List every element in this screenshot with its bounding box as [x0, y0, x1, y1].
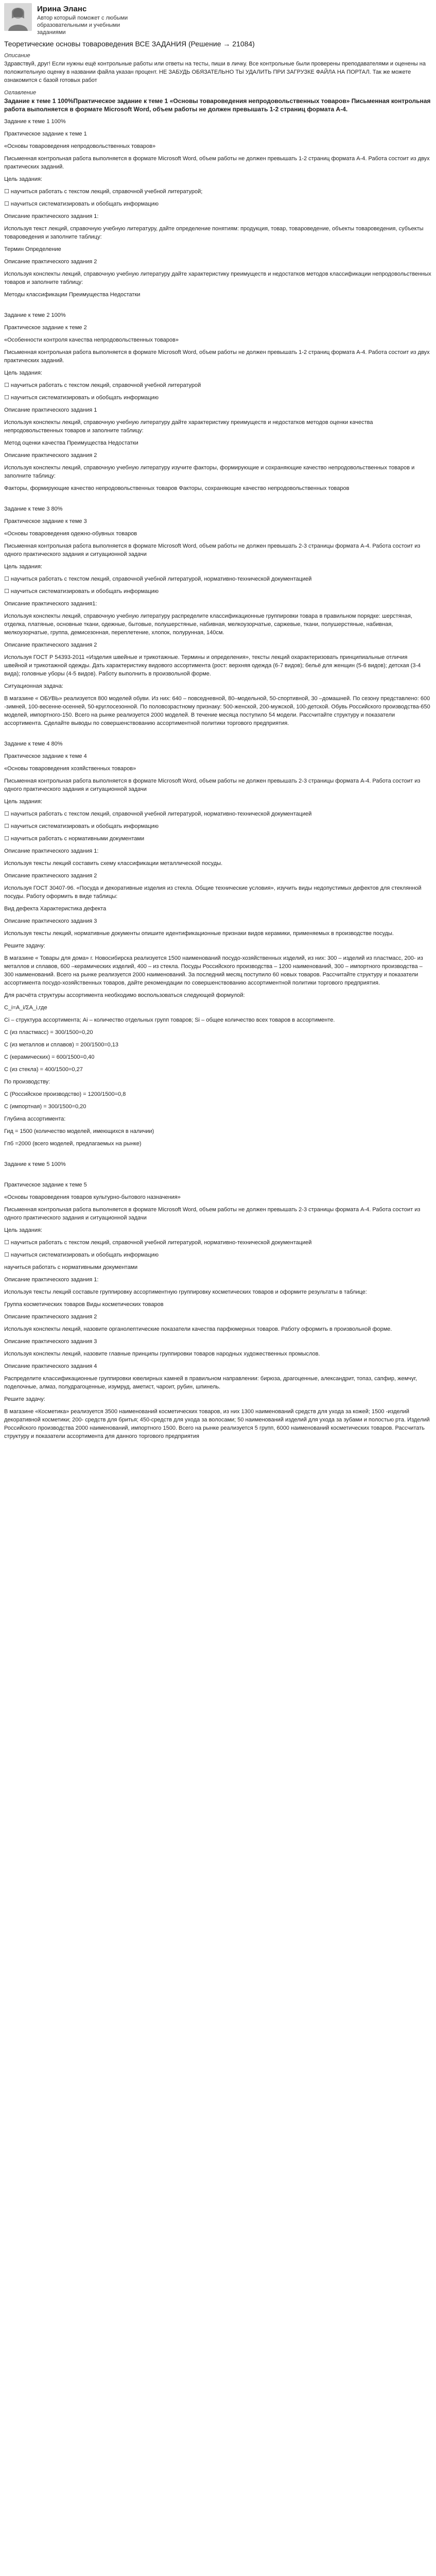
content-line: Решите задачу:	[4, 1396, 45, 1402]
content-line: Письменная контрольная работа выполняется в формате Microsoft Word, объем работы не должен превышать 2-3 страницы формата А-4. Работа состоит из одного практического задания и ситуационной задачи	[4, 543, 421, 557]
content-line: Цель задания:	[4, 176, 43, 182]
content-line: Используя тексты лекций составить схему классификации металлической посуды.	[4, 860, 223, 867]
content-line: Используя ГОСТ Р 54393-2011 «Изделия швейные и трикотажные. Термины и определения», тексты лекций охарактеризовать принципиальные отличия швейной и трикотажной одежды. Дать характеристику видового ассортимента (рост: верхняя одежда (6-7 видов); бельё для женщин (5-6 видов); детская (3-4 вида); головные уборы (4-5 видов). Работу выполнить в произвольной форме.	[4, 654, 421, 677]
content-line: C_i=A_i/ΣA_i,где	[4, 1005, 47, 1011]
content-line: ☐ научиться систематизировать и обобщать информацию	[4, 588, 159, 595]
content-line: ☐ научиться систематизировать и обобщать информацию	[4, 395, 159, 401]
content-line: Описание практического задания 1:	[4, 848, 99, 854]
content-line: «Основы товароведения непродовольственных товаров»	[4, 143, 156, 149]
content-line: В магазине «Косметика» реализуется 3500 наименований косметических товаров, из них 1300 наименований средств для ухода за кожей; 1500 -изделий декоративной косметики; 200- средств для бритья; 450-средств для ухода за волосами; 50 наименований изделий для ухода за зубами и полостью рта. Изделий Российского производства 2000 наименований, импортного 1500. Всего на рынке реализуется 5 групп, 6000 наименований косметических товаров. Рассчитать структуру и показатели ассортимента для данного торгового предприятия	[4, 1409, 430, 1439]
content-line: Используя конспекты лекций, назовите главные принципы группировки товаров народных художественных промыслов.	[4, 1351, 320, 1357]
content-line: Задание к теме 3 80%	[4, 506, 63, 512]
content-line: Используя конспекты лекций, справочную учебную литературу дайте характеристику преимуществ и недостатков методов классификации непродовольственных товаров и заполните таблицу:	[4, 271, 431, 285]
content-line: Используя конспекты лекций, справочную учебную литературу изучите факторы, формирующие и сохраняющие качество непродовольственных товаров и заполните таблицу:	[4, 465, 415, 479]
content-line: «Основы товароведения хозяйственных товаров»	[4, 766, 136, 772]
content-line: Описание практического задания 3	[4, 918, 97, 924]
section-spacer	[4, 497, 432, 505]
content-line: Описание практического задания 1:	[4, 1277, 99, 1283]
section-spacer	[4, 1152, 432, 1160]
content-line: Описание практического задания 2	[4, 259, 97, 265]
content-line: ☐ научиться систематизировать и обобщать информацию	[4, 823, 159, 829]
content-line: Письменная контрольная работа выполняется в формате Microsoft Word, объем работы не должен превышать 2-3 страницы формата А-4. Работа состоит из одного практического задания и ситуационной задачи	[4, 778, 421, 792]
content-line: Практическое задание к теме 1	[4, 131, 87, 137]
content-line: Задание к теме 5 100%	[4, 1161, 66, 1167]
content-line: Ситуационная задача:	[4, 683, 63, 689]
content-line: Распределите классификационные группировки ювелирных камней в правильном направлении: бирюза, драгоценные, александрит, топаз, сапфир, жемчуг, поделочные, алмаз, полудрагоценные, изумруд, аметист, чароит, рубин, шпинель.	[4, 1376, 417, 1390]
content-line: Используя тексты лекций составьте группировку ассортиментную группировку косметических товаров и оформите результаты в таблице:	[4, 1289, 367, 1295]
content-line: Задание к теме 2 100%	[4, 312, 66, 318]
content-line: Задание к теме 1 100%	[4, 118, 66, 125]
content-line: Решите задачу:	[4, 943, 45, 949]
content-line: Используя конспекты лекций, назовите органолептические показатели качества парфюмерных товаров. Работу оформить в произвольной форме.	[4, 1326, 392, 1332]
content-line: С (Российское производство) = 1200/1500=0,8	[4, 1091, 126, 1097]
content-line: Гпб =2000 (всего моделей, предлагаемых на рынке)	[4, 1141, 142, 1147]
section-spacer	[4, 303, 432, 311]
content-line: По производству:	[4, 1079, 50, 1085]
content-line: Цель задания:	[4, 1227, 43, 1233]
content-line: Цель задания:	[4, 370, 43, 376]
content-line: Факторы, формирующие качество непродовольственных товаров Факторы, сохраняющие качество непродовольственных товаров	[4, 485, 350, 492]
content-line: Используя конспекты лекций, справочную учебную литературу распределите классификационные группировки товара в правильном порядке: шерстяная, отделка, платяные, основные ткани, одежные, бытовые, полушерстяные, набивная, мелкоузорчатые, саржевые, ткани, полушерстяные, набивная, мелкоузорчатые, группа, демисезонная, переплетение, хлопок, полурунная, 140см.	[4, 613, 412, 636]
toc-label: Оглавление	[4, 90, 37, 96]
content-line: Практическое задание к теме 3	[4, 518, 87, 524]
content-line: С (из пластмасс) = 300/1500=0,20	[4, 1029, 93, 1036]
toc-heading: Задание к теме 1 100%Практическое задание к теме 1 «Основы товароведения непродовольственных товаров» Письменная контрольная работа выполняется в формате Microsoft Word, объем работы не должен превышать 1-2 страниц формата А-4.	[4, 97, 431, 113]
content-line: Для расчёта структуры ассортимента необходимо воспользоваться следующей формулой:	[4, 992, 245, 998]
content-line: Практическое задание к теме 4	[4, 753, 87, 759]
content-line: научиться работать с нормативными документами	[4, 1264, 138, 1270]
content-line: «Особенности контроля качества непродовольственных товаров»	[4, 337, 179, 343]
content-line: Описание практического задания 3	[4, 1338, 97, 1345]
content-line: ☐ научиться работать с текстом лекций, справочной учебной литературой, нормативно-технической документацией	[4, 1240, 312, 1246]
content-line: Цель задания:	[4, 564, 43, 570]
content-line: Гид = 1500 (количество моделей, имеющихся в наличии)	[4, 1128, 154, 1134]
content-line: Методы классификации Преимущества Недостатки	[4, 292, 141, 298]
description-text: Здравствуй, друг! Если нужны ещё контрольные работы или ответы на тесты, пиши в личку. Все контрольные были проверены преподавателями и оценены на положительную оценку в названии файла указан процент. НЕ ЗАБУДЬ ОБЯЗАТЕЛЬНО ТЫ УДАЛИТЬ ПРИ ЗАГРУЗКЕ ФАЙЛА НА ПОРТАЛ. Так же можете ознакомится с базой готовых работ	[4, 61, 426, 83]
content-line: Используя тексты лекций, нормативные документы опишите идентификационные признаки видов керамики, применяемых в производстве посуды.	[4, 930, 394, 937]
content-line: Используя текст лекций, справочную учебную литературу, дайте определение понятиям: продукция, товар, товароведение, объекты товароведения, субъекты товароведения и заполните таблицу:	[4, 226, 424, 240]
author-block	[4, 3, 432, 36]
content-line: Метод оценки качества Преимущества Недостатки	[4, 440, 138, 446]
content-line: Используя ГОСТ 30407-96. «Посуда и декоративные изделия из стекла. Общие технические условия», изучить виды недопустимых дефектов для стеклянной посуды. Работу оформить в виде таблицы:	[4, 885, 422, 900]
content-line: Ci – структура ассортимента; Ai – количество отдельных групп товаров; Si – общее количество всех товаров в ассортименте.	[4, 1017, 335, 1023]
content-line: Описание практического задания 2	[4, 1314, 97, 1320]
content-line: В магазине « Товары для дома» г. Новосибирска реализуется 1500 наименований посудо-хозяйственных изделий, из них: 300 – изделий из пластмасс, 200- из металлов и сплавов, 600 –керамических изделий, 400 – из стекла. Посуды Российского производства – 1200 наименований, 300 – импортного производства – 300 наименований. Всего на рынке реализуется 2000 наименований. За последний месяц поступило 60 новых товаров. Рассчитайте структуру и показатели ассортимента посудо-хозяйственных товаров, дайте рекомендации по совершенствованию ассортиментной политики торгового предприятия.	[4, 955, 423, 986]
author-info	[37, 3, 135, 36]
author-name[interactable]: Ирина Эланс	[37, 5, 87, 13]
content-line: Описание практического задания 2	[4, 873, 97, 879]
content-line: ☐ научиться работать с текстом лекций, справочной учебной литературой, нормативно-технической документацией	[4, 811, 312, 817]
content-line: Вид дефекта Характеристика дефекта	[4, 906, 107, 912]
content-line: Группа косметических товаров Виды косметических товаров	[4, 1301, 164, 1308]
content-line: Письменная контрольная работа выполняется в формате Microsoft Word, объем работы не должен превышать 2-3 страницы формата А-4. Работа состоит из одного практического задания и ситуационной задачи	[4, 1207, 421, 1221]
content-line: ☐ научиться систематизировать и обобщать информацию	[4, 201, 159, 207]
content-line: С (импортная) = 300/1500=0,20	[4, 1104, 86, 1110]
content-line: Описание практического задания 4	[4, 1363, 97, 1369]
content-line: В магазине « ОБУВЬ» реализуется 800 моделей обуви. Из них: 640 – повседневной, 80–модельной, 50-спортивной, 30 –домашней. По сезону представлено: 600 -зимней, 100-весенне-осенней, 50-круглосезонной. По половозрастному признаку: 500-женской, 200-мужской, 100-детской. Обувь Российского производства-650 моделей, импортного-150. Всего на рынке реализуется 2000 моделей. В течение месяца поступило 54 модели. Рассчитайте структуру и показатели ассортимента. Сделайте выводы по совершенствованию ассортиментной политики торгового предприятия.	[4, 696, 430, 726]
content-line: Используя конспекты лекций, справочную учебную литературу дайте характеристику преимуществ и недостатков методов оценки качества непродовольственных товаров и заполните таблицу:	[4, 419, 373, 434]
content-line: «Основы товароведения товаров культурно-бытового назначения»	[4, 1194, 181, 1200]
content-line: Описание практического задания 2	[4, 452, 97, 459]
content-line: «Основы товароведения одежно-обувных товаров	[4, 531, 137, 537]
section-spacer	[4, 1173, 432, 1181]
page-title: Теоретические основы товароведения ВСЕ ЗАДАНИЯ (Решение → 21084)	[4, 40, 255, 48]
content-line: ☐ научиться работать с текстом лекций, справочной учебной литературой	[4, 382, 201, 388]
content-line: ☐ научиться работать с текстом лекций, справочной учебной литературой, нормативно-технической документацией	[4, 576, 312, 582]
content-line: Описание практического задания 2	[4, 642, 97, 648]
description-label: Описание	[4, 53, 30, 59]
content-line: Практическое задание к теме 2	[4, 325, 87, 331]
content-body	[4, 117, 432, 1445]
content-line: Термин Определение	[4, 246, 61, 252]
content-line: С (из металлов и сплавов) = 200/1500=0,13	[4, 1042, 119, 1048]
author-description: Автор который поможет с любыми образовательными и учебными заданиями	[37, 15, 128, 36]
content-line: Описание практического задания 1:	[4, 213, 99, 219]
content-line: Письменная контрольная работа выполняется в формате Microsoft Word, объем работы не должен превышать 1-2 страниц формата А-4. Работа состоит из двух практических заданий.	[4, 349, 430, 364]
content-line: ☐ научиться систематизировать и обобщать информацию	[4, 1252, 159, 1258]
content-line: ☐ научиться работать с текстом лекций, справочной учебной литературой;	[4, 189, 203, 195]
avatar-photo-icon	[4, 3, 32, 31]
content-line: Описание практического задания1:	[4, 601, 97, 607]
content-line: С (из стекла) = 400/1500=0,27	[4, 1066, 83, 1073]
content-line: С (керамических) = 600/1500=0,40	[4, 1054, 95, 1060]
section-spacer	[4, 732, 432, 740]
content-line: Письменная контрольная работа выполняется в формате Microsoft Word, объем работы не должен превышать 1-2 страниц формата А-4. Работа состоит из двух практических заданий.	[4, 156, 430, 170]
content-line: Задание к теме 4 80%	[4, 741, 63, 747]
avatar[interactable]	[4, 3, 32, 31]
content-line: Практическое задание к теме 5	[4, 1182, 87, 1188]
content-line: Описание практического задания 1	[4, 407, 97, 413]
content-line: Глубина ассортимента:	[4, 1116, 66, 1122]
content-line: Цель задания:	[4, 799, 43, 805]
content-line: ☐ научиться работать с нормативными документами	[4, 836, 145, 842]
